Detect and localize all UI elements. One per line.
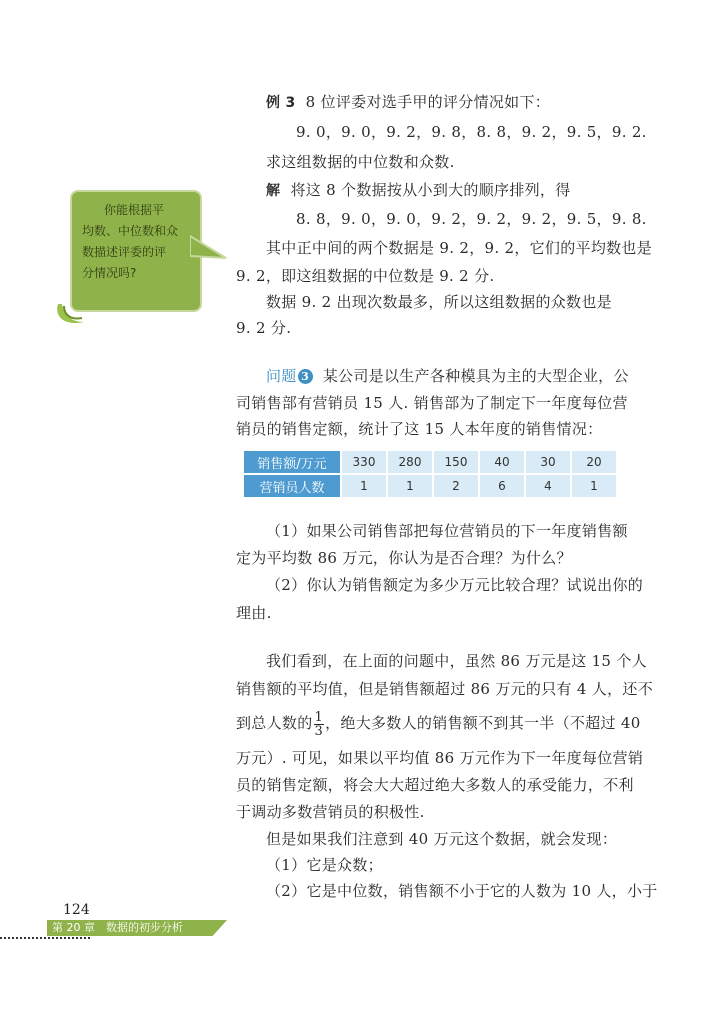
- leaf-icon: [52, 300, 92, 330]
- problem-line-2: 司销售部有营销员 15 人. 销售部为了制定下一年度每位营: [236, 394, 628, 412]
- discussion-line-5: 员的销售定额，将会大大超过绝大多数人的承受能力，不利: [236, 776, 634, 794]
- discussion-line-2: 销售额的平均值，但是销售额超过 86 万元的只有 4 人，还不: [236, 680, 654, 698]
- chapter-title: 第 20 章 数据的初步分析: [52, 921, 183, 934]
- table-cell: 20: [572, 451, 616, 473]
- side-note-text: [82, 200, 192, 284]
- example-scores: 9. 0，9. 0，9. 2，9. 8，8. 8，9. 2，9. 5，9. 2.: [296, 123, 647, 141]
- table-cell: 150: [434, 451, 478, 473]
- problem-label: 问题: [266, 367, 297, 385]
- table-cell: 1: [572, 475, 616, 497]
- example-label: 例 3: [266, 95, 296, 111]
- footer-dotted-rule: [0, 937, 90, 939]
- question-1-line-1: （1）如果公司销售部把每位营销员的下一年度销售额: [266, 522, 628, 540]
- fraction-one-third: [314, 711, 325, 738]
- bubble-tail: [190, 232, 230, 272]
- table-cell: 330: [342, 451, 386, 473]
- table-row: [244, 451, 616, 473]
- sales-table: [242, 449, 618, 499]
- table-cell: 1: [388, 475, 432, 497]
- discussion-line-8: （1）它是众数；: [266, 856, 383, 874]
- discussion-line-9: （2）它是中位数，销售额不小于它的人数为 10 人，小于: [266, 882, 658, 900]
- side-note-line-2: 均数、中位数和众: [82, 224, 179, 238]
- side-note-line-4: 分情况吗?: [82, 266, 137, 280]
- mode-line-2: 9. 2 分.: [236, 319, 292, 337]
- discussion-line-1: 我们看到，在上面的问题中，虽然 86 万元是这 15 个人: [266, 652, 647, 670]
- problem-number-badge: 3: [298, 369, 313, 384]
- table-cell: 2: [434, 475, 478, 497]
- question-2-line-1: （2）你认为销售额定为多少万元比较合理？试说出你的: [266, 576, 644, 594]
- median-line-1: 其中正中间的两个数据是 9. 2，9. 2，它们的平均数也是: [266, 239, 653, 257]
- page-number: 124: [63, 902, 90, 918]
- table-cell: 40: [480, 451, 524, 473]
- table-cell: 6: [480, 475, 524, 497]
- table-cell: 280: [388, 451, 432, 473]
- table-cell: 4: [526, 475, 570, 497]
- example-heading: [266, 92, 550, 113]
- solution-heading: [266, 180, 571, 201]
- question-2-line-2: 理由.: [236, 604, 272, 622]
- fraction-numerator: 1: [314, 709, 324, 725]
- table-cell: 30: [526, 451, 570, 473]
- table-row-header-sales: 销售额/万元: [244, 451, 340, 473]
- example-task: 求这组数据的中位数和众数.: [266, 153, 455, 171]
- discussion-line-6: 于调动多数营销员的积极性.: [236, 803, 425, 821]
- problem-line-3: 销员的销售定额，统计了这 15 人本年度的销售情况：: [236, 420, 603, 438]
- side-note-line-3: 数描述评委的评: [82, 245, 167, 259]
- example-intro: 8 位评委对选手甲的评分情况如下：: [305, 93, 551, 111]
- median-line-2: 9. 2，即这组数据的中位数是 9. 2 分.: [236, 267, 495, 285]
- table-cell: 1: [342, 475, 386, 497]
- solution-label: 解: [266, 183, 281, 199]
- side-note-line-1: 你能根据平: [104, 203, 165, 217]
- discussion-line-4: 万元）. 可见，如果以平均值 86 万元作为下一年度每位营销: [236, 749, 644, 767]
- discussion-line-3: [236, 708, 641, 738]
- discussion-line-3-post: ，绝大多数人的销售额不到其一半（不超过 40: [325, 714, 641, 732]
- mode-line-1: 数据 9. 2 出现次数最多，所以这组数据的众数也是: [266, 293, 612, 311]
- sorted-scores: 8. 8，9. 0，9. 0，9. 2，9. 2，9. 2，9. 5，9. 8.: [296, 210, 647, 228]
- table-row: [244, 475, 616, 497]
- discussion-line-3-pre: 到总人数的: [236, 714, 313, 732]
- solution-intro: 将这 8 个数据按从小到大的顺序排列，得: [290, 181, 571, 199]
- problem-text-1: 某公司是以生产各种模具为主的大型企业，公: [322, 367, 629, 385]
- problem-line-1: [266, 366, 629, 386]
- question-1-line-2: 定为平均数 86 万元，你认为是否合理？为什么？: [236, 549, 572, 567]
- table-row-header-staff: 营销员人数: [244, 475, 340, 497]
- discussion-line-7: 但是如果我们注意到 40 万元这个数据，就会发现：: [266, 830, 618, 848]
- fraction-denominator: 3: [314, 723, 324, 739]
